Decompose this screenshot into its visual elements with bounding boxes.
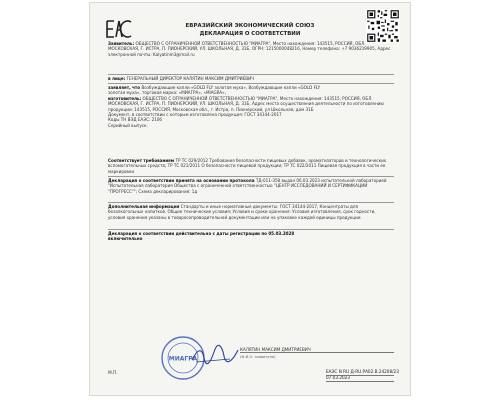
divider	[108, 202, 394, 203]
validity-section	[108, 231, 394, 242]
registration-number-line	[326, 375, 394, 376]
basis-label: Декларация о соответствии принята на основании протокола	[108, 178, 255, 183]
document-title: ДЕКЛАРАЦИЯ О СООТВЕТСТВИИ	[199, 31, 301, 37]
additional-text: Стандарты и иные нормативные документы: ГОСТ 34144-2017, Концентраты для безалкогольных напитков. Общие технические условия; Условия и сроки хранения: Условия изготовления, срок годности, условия хранения указаны в товаросопроводительной документации или на упаковке каждой единицы продукции	[108, 204, 376, 220]
declares-label: заявляет, что	[108, 85, 141, 90]
name-line	[240, 352, 394, 353]
applicant-text: ОБЩЕСТВО С ОГРАНИЧЕННОЙ ОТВЕТСТВЕННОСТЬЮ "МИАГРА", Место нахождения: 143515, РОССИЯ, ОБЛ. МОСКОВСКАЯ, Г. ИСТРА, П. ПИОНЕРСКИЙ, УЛ. ШКОЛЬНАЯ, Д. 31Б, ОГРН: 1215000048216, Номер телефона: +7 9036219905, Адрес электронной почты: Kalyatinm3@mail.ru	[108, 41, 391, 57]
manufacturer-label: изготовитель:	[108, 95, 142, 101]
handwritten-signature	[190, 344, 240, 366]
serial-output: Серийный выпуск.	[108, 122, 148, 128]
applicant-section	[108, 41, 394, 57]
basis-text: ТД-011-358 выдан 06.03.2023 испытательной лабораторией "Испытательная лаборатория Общества с ограниченной ответственностью "ЦЕНТР ИССЛЕДОВАНИЙ И СЕРТИФИКАЦИИ "ПРОГРЕСС""; Схема декларирования: 1д	[108, 178, 387, 194]
union-title: ЕВРАЗИЙСКИЙ ЭКОНОМИЧЕСКИЙ СОЮЗ	[185, 23, 315, 29]
requirements-text: ТР ТС 029/2012 Требования безопасности пищевых добавок, ароматизаторов и технологических вспомогательных средств; ТР ТС 021/2011 О безопасности пищевой продукции; ТР ТС 022/2011 Пищевая продукция в части ее маркировки	[108, 158, 387, 174]
divider	[108, 176, 394, 177]
basis-section	[108, 178, 394, 194]
validity-label: Декларация о соответствии действительна с даты регистрации по	[108, 231, 267, 236]
requirements-section	[108, 158, 394, 174]
divider	[108, 83, 394, 84]
registration-date-line	[326, 381, 394, 382]
represented-label: в лице:	[108, 76, 126, 81]
requirements-label: Соответствует требованиям	[108, 158, 175, 163]
divider	[108, 229, 394, 230]
hs-codes: Коды ТН ВЭД ЕАЭС: 2106	[108, 117, 163, 123]
stamp-text: МИАГРА	[168, 355, 198, 363]
document-basis: Документ, в соответствии с которым изготовлена продукция: ГОСТ 34144-2017	[108, 112, 282, 118]
validity-tail: включительно	[108, 236, 143, 242]
stamp-place-label: М.П.	[108, 371, 118, 376]
product-line-2: золотая муха», торговая марка: «МИАГРА», «MIAGRA»,	[108, 90, 226, 96]
applicant-name-caption: (Ф.И.О. заявителя)	[240, 355, 276, 359]
validity-date: 05.03.2028	[268, 231, 295, 236]
represented-text: ГЕНЕРАЛЬНЫЙ ДИРЕКТОР КАЛЯТИН МАКСИМ ДМИТРИЕВИЧ	[126, 76, 254, 81]
divider	[108, 74, 394, 75]
represented-section	[108, 76, 394, 81]
manufacturer-text: ОБЩЕСТВО С ОГРАНИЧЕННОЙ ОТВЕТСТВЕННОСТЬЮ "МИАГРА", Место нахождения: 143515, РОССИЯ, ОБЛ. МОСКОВСКАЯ, Г. ИСТРА, П. ПИОНЕРСКИЙ, УЛ. ШКОЛЬНАЯ, Д. 31Б, Адрес места осуществления деятельности по изготовлению продукции: 143515, РОССИЯ, Московская обл., г. Истра, п. Пионерский, ул Школьная, дом 31Б	[108, 95, 384, 112]
applicant-label: Заявитель:	[108, 41, 135, 46]
declaration-document	[89, 2, 411, 396]
additional-label: Дополнительная информация	[108, 204, 180, 209]
product-line-1: Возбуждающие капли «GOLD FLY золотая муха», Возбуждающие капли «GOLD FLY	[141, 85, 321, 90]
registration-number: ЕАЭС N RU Д-RU.РА02.В.24208/23	[326, 369, 399, 374]
declares-section	[108, 85, 394, 128]
additional-section	[108, 204, 394, 220]
registration-date: 07.03.2023	[326, 375, 350, 380]
applicant-name: КАЛЯТИН МАКСИМ ДМИТРИЕВИЧ	[240, 347, 311, 352]
